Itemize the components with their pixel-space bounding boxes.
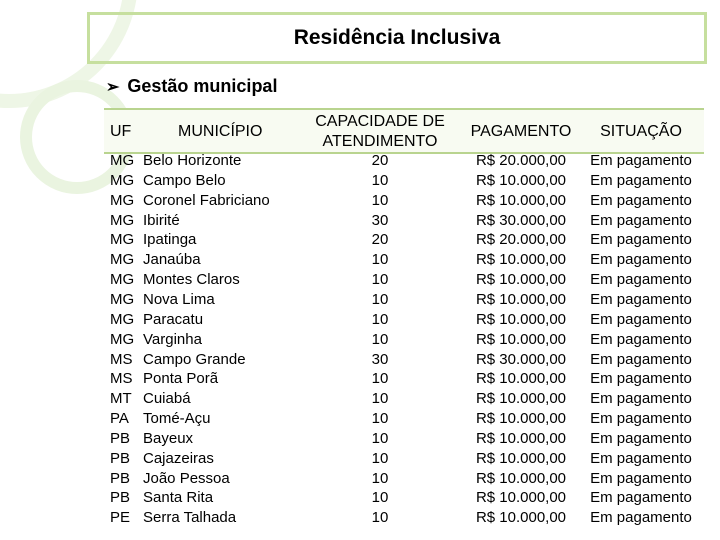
cell-uf: MG <box>110 171 135 189</box>
cell-uf: PE <box>110 509 131 527</box>
cell-pagamento: R$ 20.000,00 <box>475 231 567 249</box>
cell-municipio: João Pessoa <box>143 469 230 487</box>
table-row <box>0 508 720 528</box>
cell-capacidade: 20 <box>371 231 389 249</box>
cell-municipio: Bayeux <box>143 429 194 447</box>
cell-municipio: Janaúba <box>143 251 201 269</box>
cell-situacao: Em pagamento <box>590 469 692 487</box>
table-row <box>0 171 720 191</box>
cell-pagamento: R$ 10.000,00 <box>475 271 567 289</box>
cell-uf: MG <box>110 211 135 229</box>
cell-municipio: Ibirité <box>143 211 180 229</box>
cell-uf: PB <box>110 469 131 487</box>
cell-capacidade: 10 <box>371 290 389 308</box>
header-capacidade-line1: CAPACIDADE DE <box>315 113 445 130</box>
cell-capacidade: 10 <box>371 489 389 507</box>
cell-municipio: Santa Rita <box>143 489 214 507</box>
cell-situacao: Em pagamento <box>590 271 692 289</box>
cell-capacidade: 10 <box>371 390 389 408</box>
table-row <box>0 429 720 449</box>
cell-uf: MT <box>110 390 132 408</box>
cell-pagamento: R$ 10.000,00 <box>475 370 567 388</box>
cell-uf: MG <box>110 271 135 289</box>
cell-municipio: Serra Talhada <box>143 509 237 527</box>
table-row <box>0 389 720 409</box>
cell-pagamento: R$ 10.000,00 <box>475 429 567 447</box>
cell-pagamento: R$ 10.000,00 <box>475 191 567 209</box>
cell-situacao: Em pagamento <box>590 191 692 209</box>
table-row <box>0 270 720 290</box>
cell-pagamento: R$ 10.000,00 <box>475 449 567 467</box>
header-situacao: SITUAÇÃO <box>600 123 682 140</box>
cell-municipio: Paracatu <box>143 310 204 328</box>
cell-situacao: Em pagamento <box>590 350 692 368</box>
cell-situacao: Em pagamento <box>590 509 692 527</box>
cell-uf: MG <box>110 310 135 328</box>
cell-municipio: Campo Belo <box>143 171 226 189</box>
table-row <box>0 191 720 211</box>
cell-capacidade: 30 <box>371 211 389 229</box>
cell-situacao: Em pagamento <box>590 310 692 328</box>
cell-situacao: Em pagamento <box>590 390 692 408</box>
cell-capacidade: 10 <box>371 310 389 328</box>
cell-pagamento: R$ 10.000,00 <box>475 330 567 348</box>
cell-pagamento: R$ 10.000,00 <box>475 310 567 328</box>
cell-capacidade: 10 <box>371 429 389 447</box>
table-row <box>0 469 720 489</box>
cell-uf: MS <box>110 370 133 388</box>
cell-pagamento: R$ 30.000,00 <box>475 211 567 229</box>
cell-situacao: Em pagamento <box>590 489 692 507</box>
cell-uf: PB <box>110 449 131 467</box>
section-label: Gestão municipal <box>127 76 278 96</box>
cell-pagamento: R$ 10.000,00 <box>475 469 567 487</box>
cell-pagamento: R$ 10.000,00 <box>475 290 567 308</box>
cell-capacidade: 30 <box>371 350 389 368</box>
cell-uf: MG <box>110 191 135 209</box>
table-row <box>0 449 720 469</box>
cell-uf: MG <box>110 290 135 308</box>
cell-pagamento: R$ 10.000,00 <box>475 509 567 527</box>
cell-municipio: Nova Lima <box>143 290 215 308</box>
cell-capacidade: 10 <box>371 191 389 209</box>
header-pagamento: PAGAMENTO <box>470 123 572 140</box>
cell-uf: MG <box>110 231 135 249</box>
cell-municipio: Ponta Porã <box>143 370 219 388</box>
cell-capacidade: 10 <box>371 330 389 348</box>
cell-situacao: Em pagamento <box>590 152 692 169</box>
cell-situacao: Em pagamento <box>590 231 692 249</box>
cell-municipio: Campo Grande <box>143 350 246 368</box>
cell-pagamento: R$ 20.000,00 <box>475 152 567 169</box>
table-row <box>0 211 720 231</box>
page-title: Residência Inclusiva <box>293 26 501 49</box>
cell-municipio: Varginha <box>143 330 202 348</box>
table-row <box>0 409 720 429</box>
cell-situacao: Em pagamento <box>590 211 692 229</box>
cell-uf: PB <box>110 429 131 447</box>
cell-capacidade: 10 <box>371 271 389 289</box>
cell-municipio: Tomé-Açu <box>143 410 211 428</box>
cell-uf: PB <box>110 489 131 507</box>
cell-municipio: Belo Horizonte <box>143 152 242 169</box>
cell-capacidade: 10 <box>371 509 389 527</box>
cell-pagamento: R$ 10.000,00 <box>475 390 567 408</box>
section-heading <box>106 76 277 97</box>
cell-situacao: Em pagamento <box>590 290 692 308</box>
cell-capacidade: 20 <box>371 152 389 169</box>
cell-situacao: Em pagamento <box>590 171 692 189</box>
cell-capacidade: 10 <box>371 171 389 189</box>
table-row <box>0 488 720 508</box>
cell-situacao: Em pagamento <box>590 330 692 348</box>
header-uf: UF <box>110 123 132 140</box>
table-row <box>0 151 720 171</box>
table-row <box>0 310 720 330</box>
cell-pagamento: R$ 10.000,00 <box>475 489 567 507</box>
cell-municipio: Ipatinga <box>143 231 197 249</box>
cell-uf: MS <box>110 350 133 368</box>
cell-capacidade: 10 <box>371 449 389 467</box>
cell-situacao: Em pagamento <box>590 251 692 269</box>
table-row <box>0 350 720 370</box>
cell-capacidade: 10 <box>371 251 389 269</box>
title-box <box>87 12 707 64</box>
cell-capacidade: 10 <box>371 469 389 487</box>
cell-municipio: Cuiabá <box>143 390 191 408</box>
table-row <box>0 290 720 310</box>
table-row <box>0 369 720 389</box>
cell-situacao: Em pagamento <box>590 449 692 467</box>
table-row <box>0 330 720 350</box>
cell-pagamento: R$ 30.000,00 <box>475 350 567 368</box>
cell-capacidade: 10 <box>371 410 389 428</box>
arrow-bullet-icon: ➢ <box>106 78 120 96</box>
cell-pagamento: R$ 10.000,00 <box>475 251 567 269</box>
cell-situacao: Em pagamento <box>590 370 692 388</box>
cell-uf: MG <box>110 152 135 169</box>
cell-capacidade: 10 <box>371 370 389 388</box>
cell-municipio: Coronel Fabriciano <box>143 191 270 209</box>
table-row <box>0 250 720 270</box>
header-capacidade-line2: ATENDIMENTO <box>322 133 438 150</box>
cell-situacao: Em pagamento <box>590 410 692 428</box>
cell-municipio: Cajazeiras <box>143 449 214 467</box>
cell-pagamento: R$ 10.000,00 <box>475 171 567 189</box>
cell-situacao: Em pagamento <box>590 429 692 447</box>
cell-municipio: Montes Claros <box>143 271 240 289</box>
cell-pagamento: R$ 10.000,00 <box>475 410 567 428</box>
cell-uf: MG <box>110 251 135 269</box>
header-municipio: MUNICÍPIO <box>178 123 263 140</box>
cell-uf: PA <box>110 410 129 428</box>
cell-uf: MG <box>110 330 135 348</box>
header-capacidade <box>305 112 455 152</box>
table-row <box>0 230 720 250</box>
